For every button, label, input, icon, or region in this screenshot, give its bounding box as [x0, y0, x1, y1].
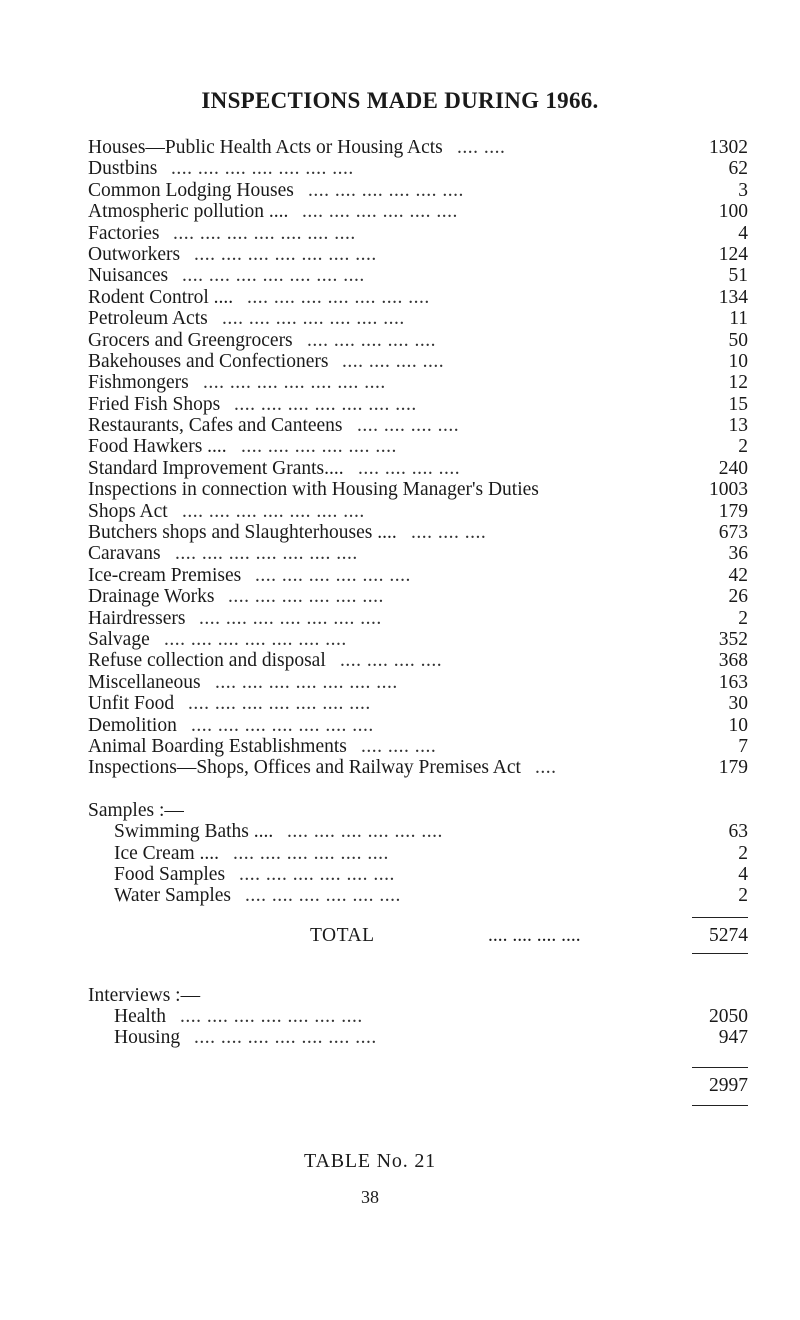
total-label: TOTAL [310, 924, 375, 946]
total-row [88, 921, 748, 951]
row-value: 42 [728, 564, 748, 586]
row-leader-dots: .... .... .... .... .... .... .... [171, 158, 354, 180]
table-row [88, 436, 748, 457]
row-leader-dots: .... .... [457, 137, 506, 158]
row-value: 10 [728, 350, 748, 372]
row-value: 2 [738, 607, 748, 629]
table-row [88, 650, 748, 671]
table-row [88, 372, 748, 393]
rule-line [692, 917, 748, 919]
row-leader-dots: .... .... .... .... .... .... .... [164, 628, 347, 650]
row-value: 13 [728, 415, 748, 437]
table-row [88, 565, 748, 586]
row-value: 2050 [709, 1006, 748, 1028]
row-label: Food Hawkers .... [88, 436, 227, 458]
table-row [88, 158, 748, 179]
row-leader-dots: .... .... .... .... [342, 350, 445, 372]
table-row [88, 223, 748, 244]
table-row [88, 543, 748, 564]
row-value: 63 [728, 821, 748, 843]
row-label: Ice-cream Premises [88, 564, 242, 586]
rule-line [692, 953, 748, 955]
row-value: 368 [718, 650, 748, 672]
row-leader-dots: .... .... .... .... .... .... [255, 564, 411, 586]
row-leader-dots: .... .... .... .... .... .... .... [199, 607, 382, 629]
interviews-heading: Interviews :— [88, 984, 201, 1006]
row-label: Standard Improvement Grants.... [88, 457, 344, 479]
row-value: 4 [738, 863, 748, 885]
row-value: 11 [729, 308, 748, 330]
table-row [88, 608, 748, 629]
total-value: 5274 [709, 924, 748, 946]
table-row [88, 479, 748, 500]
row-value: 1003 [709, 479, 748, 501]
row-leader-dots: .... .... .... .... .... .... .... [182, 500, 365, 522]
row-value: 12 [728, 372, 748, 394]
row-label: Bakehouses and Confectioners [88, 350, 329, 372]
table-row [88, 843, 748, 864]
table-row [88, 736, 748, 757]
row-label: Houses—Public Health Acts or Housing Acts [88, 137, 443, 158]
row-leader-dots: .... .... .... .... .... .... .... [215, 671, 398, 693]
row-value: 30 [728, 693, 748, 715]
row-value: 947 [718, 1027, 748, 1049]
row-value: 163 [718, 671, 748, 693]
row-leader-dots: .... .... .... .... .... .... .... [180, 1006, 363, 1028]
rule-line [692, 1067, 748, 1069]
row-leader-dots: .... .... .... .... .... .... .... [194, 1027, 377, 1049]
row-leader-dots: .... .... .... .... .... .... .... [203, 372, 386, 394]
row-leader-dots: .... .... .... .... .... .... .... [188, 693, 371, 715]
row-value: 673 [718, 522, 748, 544]
table-row [88, 201, 748, 222]
row-leader-dots: .... .... .... .... .... .... .... [173, 222, 356, 244]
row-label: Outworkers [88, 243, 181, 265]
table-row [88, 394, 748, 415]
row-value: 7 [738, 735, 748, 757]
table-row [88, 693, 748, 714]
row-label: Hairdressers [88, 607, 186, 629]
table-row [88, 522, 748, 543]
row-label: Fried Fish Shops [88, 393, 221, 415]
row-leader-dots: .... .... .... .... .... .... .... [234, 393, 417, 415]
row-label: Water Samples [114, 885, 232, 907]
row-label: Common Lodging Houses [88, 179, 294, 201]
table-row [88, 821, 748, 842]
row-label: Rodent Control .... [88, 286, 234, 308]
row-value: 134 [718, 286, 748, 308]
row-label: Health [114, 1006, 166, 1028]
row-value: 1302 [709, 137, 748, 158]
table-row [88, 244, 748, 265]
inspections-list [88, 137, 748, 779]
row-label: Shops Act [88, 500, 168, 522]
row-label: Dustbins [88, 158, 158, 180]
rule-line [692, 1105, 748, 1107]
samples-heading: Samples :— [88, 799, 184, 821]
row-label: Nuisances [88, 265, 169, 287]
row-leader-dots: .... .... .... .... .... [307, 329, 436, 351]
table-row [88, 672, 748, 693]
interviews-list [88, 1006, 748, 1049]
table-row [88, 586, 748, 607]
row-value: 26 [728, 586, 748, 608]
table-row [88, 1006, 748, 1027]
row-leader-dots: .... .... .... .... .... .... .... [247, 286, 430, 308]
row-label: Inspections—Shops, Offices and Railway Premises Act [88, 757, 521, 779]
row-value: 100 [718, 201, 748, 223]
row-label: Grocers and Greengrocers [88, 329, 293, 351]
row-label: Housing [114, 1027, 181, 1049]
row-label: Fishmongers [88, 372, 189, 394]
row-leader-dots: .... .... .... .... [358, 457, 461, 479]
row-value: 179 [718, 500, 748, 522]
table-row [88, 415, 748, 436]
row-leader-dots: .... .... .... .... .... .... [308, 179, 464, 201]
row-label: Food Samples [114, 863, 226, 885]
row-value: 50 [728, 329, 748, 351]
row-value: 3 [738, 179, 748, 201]
row-leader-dots: .... .... .... .... [340, 650, 443, 672]
table-row [88, 330, 748, 351]
samples-list [88, 821, 748, 907]
row-leader-dots: .... .... .... [361, 735, 437, 757]
row-label: Miscellaneous [88, 671, 201, 693]
row-label: Inspections in connection with Housing Manager's Duties [88, 479, 539, 501]
interviews-sum-row [88, 1071, 748, 1101]
row-value: 10 [728, 714, 748, 736]
table-row [88, 287, 748, 308]
row-value: 124 [718, 243, 748, 265]
row-label: Animal Boarding Establishments [88, 735, 347, 757]
row-label: Salvage [88, 628, 150, 650]
row-value: 179 [718, 757, 748, 779]
row-leader-dots: .... .... .... .... .... .... [302, 201, 458, 223]
row-leader-dots: .... .... .... .... .... .... .... [191, 714, 374, 736]
row-label: Restaurants, Cafes and Canteens [88, 415, 343, 437]
row-leader-dots: .... .... .... [411, 522, 487, 544]
row-label: Unfit Food [88, 693, 175, 715]
row-leader-dots: .... .... .... .... .... .... [239, 863, 395, 885]
table-row [88, 180, 748, 201]
row-label: Caravans [88, 543, 161, 565]
row-value: 4 [738, 222, 748, 244]
row-leader-dots: .... .... .... .... .... .... [287, 821, 443, 843]
table-row [88, 137, 748, 158]
table-row [88, 629, 748, 650]
total-dots: .... .... .... .... [488, 924, 581, 946]
row-leader-dots: .... .... .... .... .... .... .... [175, 543, 358, 565]
table-row [88, 458, 748, 479]
table-row [88, 501, 748, 522]
row-value: 2 [738, 436, 748, 458]
table-row [88, 351, 748, 372]
table-row [88, 864, 748, 885]
row-leader-dots: .... .... .... .... .... .... .... [222, 308, 405, 330]
table-row [88, 885, 748, 906]
row-value: 51 [728, 265, 748, 287]
inspections-table [88, 137, 748, 1115]
row-label: Petroleum Acts [88, 308, 208, 330]
row-label: Ice Cream .... [114, 842, 220, 864]
table-row [88, 308, 748, 329]
row-leader-dots: .... .... .... .... .... .... [233, 842, 389, 864]
row-leader-dots: .... .... .... .... .... .... [241, 436, 397, 458]
table-caption: TABLE No. 21 [304, 1150, 436, 1172]
row-leader-dots: .... .... .... .... .... .... .... [194, 243, 377, 265]
row-label: Drainage Works [88, 586, 215, 608]
page-number: 38 [361, 1187, 379, 1207]
row-leader-dots: .... .... .... .... .... .... [228, 586, 384, 608]
row-leader-dots: .... .... .... .... [357, 415, 460, 437]
row-leader-dots: .... [535, 757, 557, 779]
row-label: Demolition [88, 714, 177, 736]
page-title: INSPECTIONS MADE DURING 1966. [201, 88, 599, 113]
row-value: 352 [718, 628, 748, 650]
row-value: 62 [728, 158, 748, 180]
row-label: Factories [88, 222, 160, 244]
row-leader-dots: .... .... .... .... .... .... [245, 885, 401, 907]
table-row [88, 757, 748, 778]
row-label: Swimming Baths .... [114, 821, 274, 843]
row-value: 2 [738, 885, 748, 907]
interviews-sum: 2997 [709, 1074, 748, 1096]
row-label: Refuse collection and disposal [88, 650, 326, 672]
table-row [88, 715, 748, 736]
row-value: 36 [728, 543, 748, 565]
row-value: 15 [728, 393, 748, 415]
row-value: 240 [718, 457, 748, 479]
table-row [88, 1027, 748, 1048]
row-value: 2 [738, 842, 748, 864]
row-label: Butchers shops and Slaughterhouses .... [88, 522, 397, 544]
table-row [88, 265, 748, 286]
row-leader-dots: .... .... .... .... .... .... .... [182, 265, 365, 287]
row-label: Atmospheric pollution .... [88, 201, 289, 223]
